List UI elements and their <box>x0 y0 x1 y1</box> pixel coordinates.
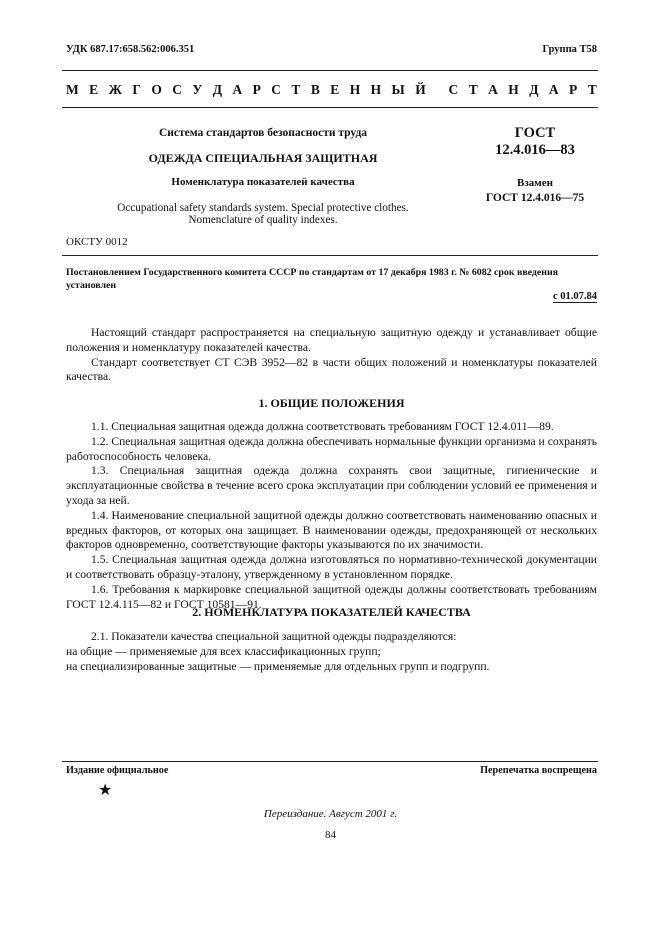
standards-series: Система стандартов безопасности труда <box>158 127 368 139</box>
banner-letter: О <box>151 82 162 97</box>
clause-1-3: 1.3. Специальная защитная одежда должна сохранять свои защитные, гигиенические и эксплуатационные свойства в течение всего срока эксплуатации при соблюдении условий ее применения и ухода за ней. <box>66 464 597 507</box>
clause-1-5: 1.5. Специальная защитная одежда должна изготовляться по нормативно-технической документации и соответствовать образцу-эталону, утвержденному в установленном порядке. <box>66 553 597 581</box>
replaces-label: Взамен <box>517 177 553 189</box>
banner-letter: У <box>192 82 203 97</box>
banner-letter: Д <box>212 82 223 97</box>
section-2-heading: 2. НОМЕНКЛАТУРА ПОКАЗАТЕЛЕЙ КАЧЕСТВА <box>192 605 471 619</box>
replaced-standard: ГОСТ 12.4.016—75 <box>485 192 585 204</box>
section-2-body <box>66 630 597 674</box>
section-1-heading: 1. ОБЩИЕ ПОЛОЖЕНИЯ <box>258 396 405 410</box>
udk-code: УДК 687.17:658.562:006.351 <box>66 44 195 55</box>
banner-letter: А <box>488 82 498 97</box>
reprint-prohibited: Перепечатка воспрещена <box>480 765 597 776</box>
title-rule <box>62 255 598 256</box>
footer-rule <box>62 761 598 762</box>
banner-letter: А <box>232 82 243 97</box>
clause-1-2: 1.2. Специальная защитная одежда должна обеспечивать нормальные функции организма и сохранять работоспособность человека. <box>66 434 597 463</box>
banner-letter: Е <box>330 82 340 97</box>
banner-letter: Ы <box>391 82 405 97</box>
banner-letter: Н <box>508 82 519 97</box>
banner-letter: Р <box>569 82 578 97</box>
banner-word-gap <box>436 82 438 98</box>
interstate-standard-banner <box>66 82 597 98</box>
clause-2-1-specialized: на специализированные защитные — применяемые для отдельных групп и подгрупп. <box>66 659 490 673</box>
banner-letter: Ж <box>108 82 122 97</box>
banner-letter: Т <box>468 82 478 97</box>
banner-letter: Т <box>291 82 301 97</box>
banner-letter: С <box>448 82 459 97</box>
banner-letter: Й <box>415 82 426 97</box>
effective-date: с 01.07.84 <box>552 291 597 302</box>
okstu-code: ОКСТУ 0012 <box>66 236 128 248</box>
decree-line1: Постановлением Государственного комитета СССР по стандартам от 17 декабря 1983 г. № 6082 срок введения <box>66 267 559 278</box>
page-number: 84 <box>325 829 336 841</box>
banner-rule <box>62 107 598 108</box>
official-edition: Издание официальное <box>66 765 169 776</box>
banner-letter: Д <box>529 82 539 97</box>
clause-2-1: 2.1. Показатели качества специальной защитной одежды подразделяются: <box>91 630 457 643</box>
banner-letter: Т <box>587 82 597 97</box>
banner-letter: Н <box>370 82 382 97</box>
english-title-line2: Nomenclature of quality indexes. <box>188 214 338 226</box>
document-subtitle: Номенклатура показателей качества <box>171 176 355 188</box>
section-1-body <box>66 420 597 612</box>
intro-paragraph-1: Настоящий стандарт распространяется на специальную защитную одежду и устанавливает общие положения и номенклатуру показателей качества. <box>66 326 597 354</box>
banner-letter: А <box>548 82 559 97</box>
banner-letter: М <box>66 82 79 97</box>
decree-line2: установлен <box>66 280 117 291</box>
gost-number: 12.4.016—83 <box>495 142 575 158</box>
clause-1-6: 1.6. Требования к маркировке специальной защитной одежды должны соответствовать требованиям ГОСТ 12.4.115—82 и ГОСТ 10581—91. <box>66 582 597 611</box>
star-icon: ★ <box>98 780 113 799</box>
top-rule <box>62 70 598 71</box>
banner-letter: Р <box>252 82 261 97</box>
english-title-line1: Occupational safety standards system. Special protective clothes. <box>117 202 409 214</box>
banner-letter: В <box>310 82 320 97</box>
banner-letter: Е <box>89 82 99 97</box>
gost-label: ГОСТ <box>514 125 556 141</box>
intro-block <box>66 326 597 385</box>
intro-paragraph-2: Стандарт соответствует СТ СЭВ 3952—82 в части общих положений и номенклатуры показателей качества. <box>66 355 597 384</box>
banner-letter: Н <box>349 82 361 97</box>
reissue-note: Переиздание. Август 2001 г. <box>263 808 398 820</box>
group-code: Группа Т58 <box>542 44 597 55</box>
banner-letter: С <box>172 82 183 97</box>
banner-letter: С <box>271 82 282 97</box>
clause-1-1: 1.1. Специальная защитная одежда должна соответствовать требованиям ГОСТ 12.4.011—89. <box>91 420 554 433</box>
banner-letter: Г <box>132 82 141 97</box>
clause-2-1-general: на общие — применяемые для всех классификационных групп; <box>66 644 381 658</box>
clause-1-4: 1.4. Наименование специальной защитной одежды должно соответствовать наименованию опасных и вредных факторов, от которых она защищает. В наименовании одежды, предохраняющей от нескольких факторов одновременно, соответствующие факторы указываются по их значимости. <box>66 508 597 552</box>
document-title: ОДЕЖДА СПЕЦИАЛЬНАЯ ЗАЩИТНАЯ <box>148 151 378 165</box>
